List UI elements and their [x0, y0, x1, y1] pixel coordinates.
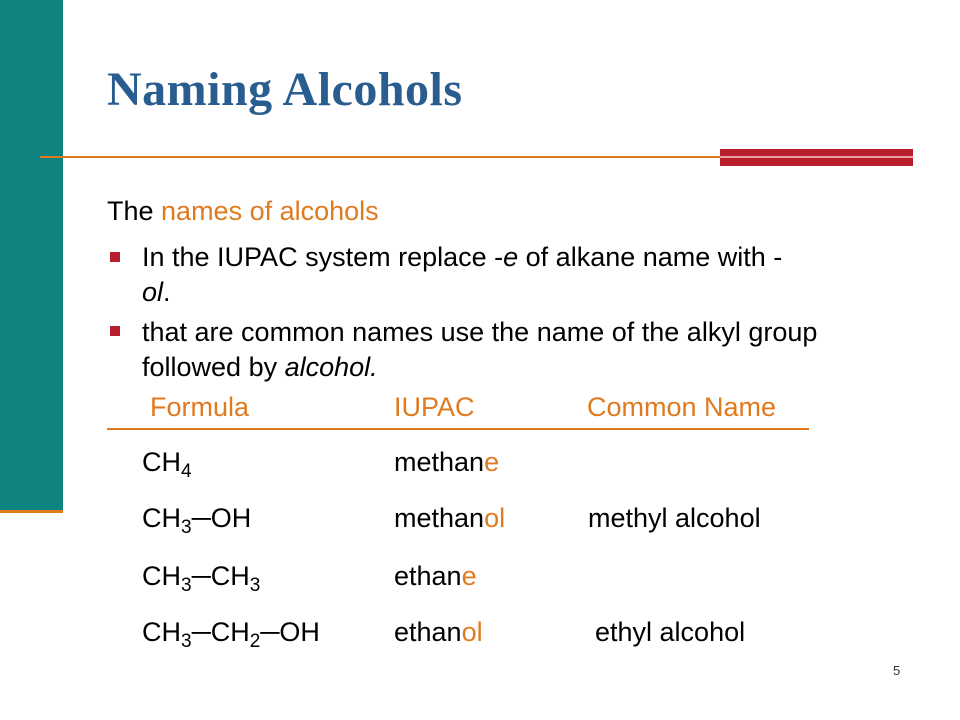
- bullet-italic: e: [503, 242, 519, 272]
- table-row: [0, 503, 960, 543]
- iupac-cell: [394, 617, 483, 648]
- bullet-text: [142, 240, 922, 310]
- side-accent-bar: [0, 0, 63, 512]
- header-formula: Formula: [150, 392, 250, 422]
- formula-text: ─OH: [260, 617, 320, 647]
- iupac-stem: methan: [394, 503, 485, 533]
- iupac-cell: [394, 503, 505, 534]
- formula-cell: [142, 561, 261, 596]
- iupac-suffix: e: [484, 447, 500, 477]
- table-row: [0, 561, 960, 601]
- iupac-stem: methan: [394, 447, 485, 477]
- formula-subscript: 3: [249, 575, 261, 596]
- iupac-stem: ethan: [394, 617, 462, 647]
- slide-title: Naming Alcohols: [107, 63, 463, 116]
- table-row: [0, 447, 960, 487]
- common-name-cell: methyl alcohol: [588, 503, 761, 533]
- formula-subscript: 3: [181, 631, 192, 652]
- title-rule: [40, 156, 760, 158]
- iupac-suffix: ol: [461, 617, 483, 647]
- bullet-text-part: .: [163, 277, 171, 307]
- formula-text: CH: [142, 447, 181, 477]
- formula-cell: [142, 617, 320, 652]
- bullet-marker: [110, 252, 120, 262]
- formula-subscript: 3: [181, 575, 192, 596]
- formula-subscript: 4: [181, 461, 192, 482]
- formula-cell: [142, 503, 252, 538]
- bullet-text-part: that are common names use the name of the alkyl group followed by: [142, 317, 818, 382]
- formula-cell: [142, 447, 192, 482]
- bullet-marker: [110, 326, 120, 336]
- page-number: 5: [893, 663, 901, 678]
- bullet-text-part: of alkane name with -: [518, 242, 783, 272]
- header-iupac: IUPAC: [394, 392, 475, 422]
- formula-text: CH: [142, 617, 181, 647]
- header-common-name: Common Name: [587, 392, 777, 422]
- table-row: [0, 617, 960, 657]
- table-header: [107, 392, 809, 430]
- formula-subscript: 3: [181, 517, 192, 538]
- iupac-suffix: ol: [484, 503, 506, 533]
- bullet-text: [142, 315, 862, 385]
- iupac-cell: [394, 447, 499, 478]
- bullet-italic: ol: [142, 277, 164, 307]
- iupac-suffix: e: [461, 561, 477, 591]
- formula-text: ─OH: [191, 503, 252, 533]
- bullet-text-part: In the IUPAC system replace -: [142, 242, 504, 272]
- formula-text: CH: [142, 561, 181, 591]
- title-rule-red-line: [720, 156, 913, 158]
- formula-text: ─CH: [191, 561, 250, 591]
- intro-highlight: names of alcohols: [161, 196, 379, 226]
- iupac-cell: [394, 561, 477, 592]
- formula-text: CH: [142, 503, 181, 533]
- bullet-italic: alcohol.: [284, 352, 378, 382]
- common-name-cell: ethyl alcohol: [595, 617, 746, 647]
- intro-text: [107, 196, 379, 227]
- iupac-stem: ethan: [394, 561, 462, 591]
- formula-text: ─CH: [191, 617, 250, 647]
- intro-prefix: The: [107, 196, 162, 226]
- formula-subscript: 2: [249, 631, 261, 652]
